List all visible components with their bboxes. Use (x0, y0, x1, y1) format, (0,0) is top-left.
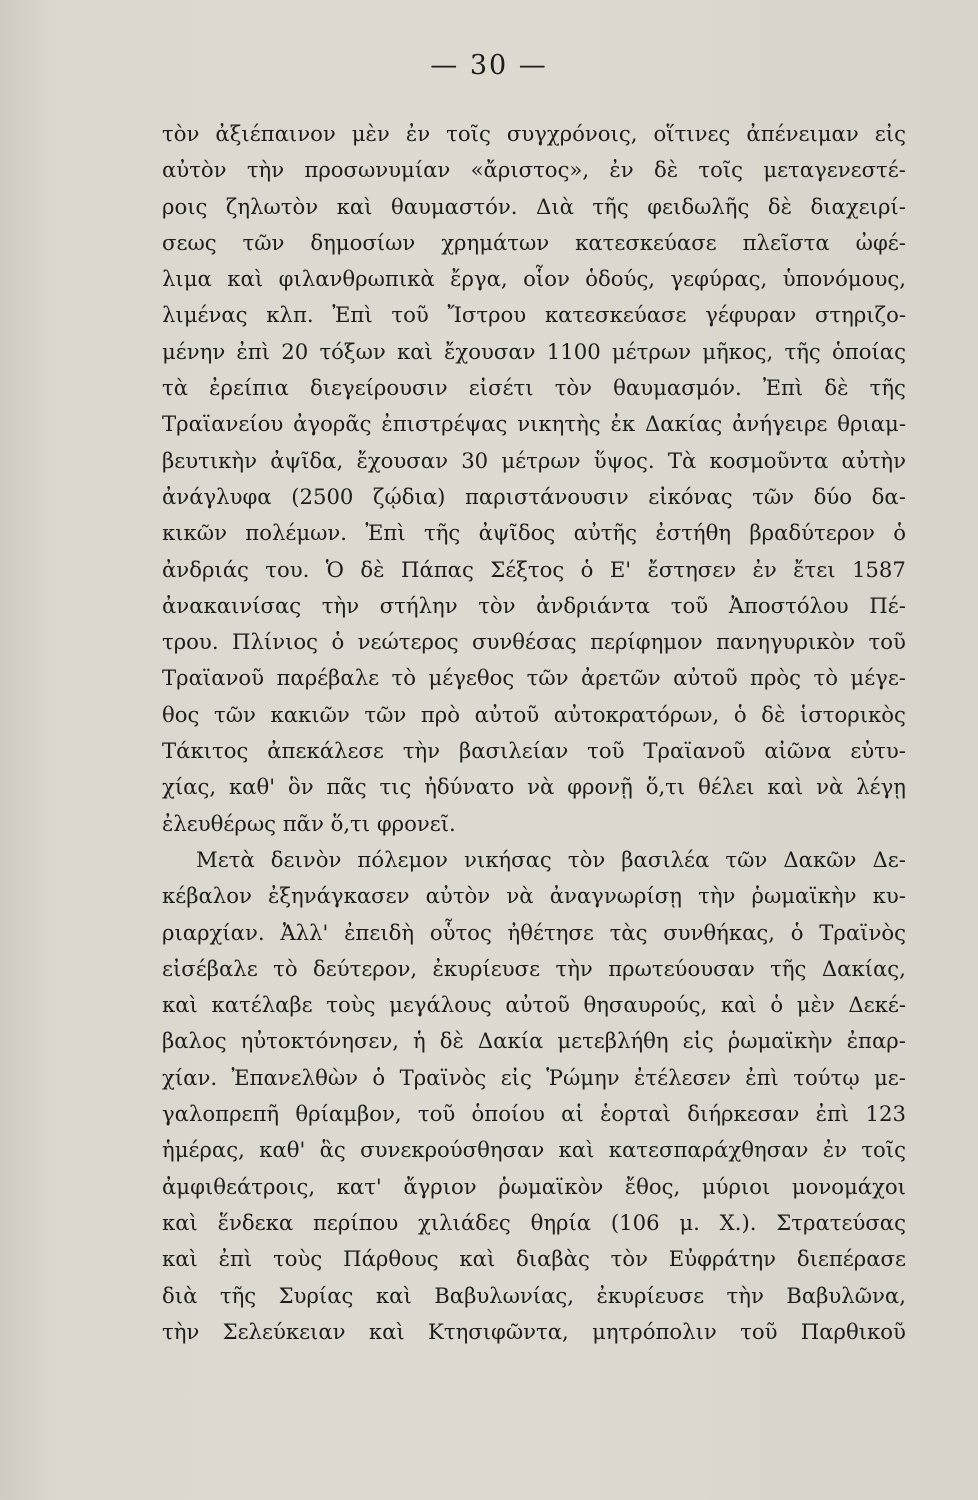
text-line: λιμένας κλπ. Ἐπὶ τοῦ Ἴστρου κατεσκεύασε γέφυραν στηριζο- (162, 302, 906, 328)
text-line: χίαν. Ἐπανελθὼν ὁ Τραϊνὸς εἰς Ῥώμην ἐτέλεσεν ἐπὶ τούτῳ με- (162, 1064, 906, 1090)
text-line: θος τῶν κακιῶν τῶν πρὸ αὐτοῦ αὐτοκρατόρων, ὁ δὲ ἱστορικὸς (162, 701, 906, 727)
text-line: κέβαλον ἐξηνάγκασεν αὐτὸν νὰ ἀναγνωρίσῃ τὴν ῥωμαϊκὴν κυ- (162, 883, 906, 909)
text-line: ριαρχίαν. Ἀλλ' ἐπειδὴ οὗτος ἠθέτησε τὰς συνθήκας, ὁ Τραϊνὸς (162, 919, 906, 945)
text-line: καὶ ἐπὶ τοὺς Πάρθους καὶ διαβὰς τὸν Εὐφράτην διεπέρασε (162, 1246, 906, 1272)
text-line: βευτικὴν ἀψῖδα, ἔχουσαν 30 μέτρων ὕψος. Τὰ κοσμοῦντα αὐτὴν (162, 447, 906, 473)
text-line: τὰ ἐρείπια διεγείρουσιν εἰσέτι τὸν θαυμασμόν. Ἐπὶ δὲ τῆς (162, 375, 906, 401)
text-line: ἀμφιθεάτροις, κατ' ἄγριον ῥωμαϊκὸν ἔθος, μύριοι μονομάχοι (162, 1173, 906, 1199)
page-number: — 30 — (430, 50, 548, 81)
text-line: τὸν ἀξιέπαινον μὲν ἐν τοῖς συγχρόνοις, οἵτινες ἀπένειμαν εἰς (162, 121, 906, 146)
text-line: Τραϊανοῦ παρέβαλε τὸ μέγεθος τῶν ἀρετῶν αὐτοῦ πρὸς τὸ μέγε- (162, 665, 906, 691)
text-line: αὐτὸν τὴν προσωνυμίαν «ἄριστος», ἐν δὲ τοῖς μεταγενεστέ- (162, 157, 906, 183)
text-line: κικῶν πολέμων. Ἐπὶ τῆς ἀψῖδος αὐτῆς ἐστήθη βραδύτερον ὁ (162, 520, 906, 546)
text-line: μένην ἐπὶ 20 τόξων καὶ ἔχουσαν 1100 μέτρων μῆκος, τῆς ὁποίας (162, 338, 906, 364)
text-line: καὶ ἕνδεκα περίπου χιλιάδες θηρία (106 μ. Χ.). Στρατεύσας (162, 1209, 906, 1235)
text-line: διὰ τῆς Συρίας καὶ Βαβυλωνίας, ἐκυρίευσε τὴν Βαβυλῶνα, (162, 1282, 906, 1308)
text-line: τρου. Πλίνιος ὁ νεώτερος συνθέσας περίφημον πανηγυρικὸν τοῦ (162, 629, 906, 655)
paragraph (162, 116, 906, 842)
text-line: ἡμέρας, καθ' ἃς συνεκρούσθησαν καὶ κατεσπαράχθησαν ἐν τοῖς (162, 1137, 906, 1163)
text-line: ἀνδριάς του. Ὁ δὲ Πάπας Σέξτος ὁ Ε' ἔστησεν ἐν ἔτει 1587 (162, 556, 906, 582)
text-line: βαλος ηὐτοκτόνησεν, ἡ δὲ Δακία μετεβλήθη εἰς ῥωμαϊκὴν ἐπαρ- (162, 1028, 906, 1054)
text-line: λιμα καὶ φιλανθρωπικὰ ἔργα, οἷον ὁδούς, γεφύρας, ὑπονόμους, (162, 266, 906, 292)
text-line: Τάκιτος ἀπεκάλεσε τὴν βασιλείαν τοῦ Τραϊανοῦ αἰῶνα εὐτυ- (162, 738, 906, 764)
text-line: σεως τῶν δημοσίων χρημάτων κατεσκεύασε πλεῖστα ὠφέ- (162, 229, 906, 255)
text-line: γαλοπρεπῆ θρίαμβον, τοῦ ὁποίου αἱ ἑορταὶ διήρκεσαν ἐπὶ 123 (162, 1101, 906, 1127)
text-line: ἀνάγλυφα (2500 ζῴδια) παριστάνουσιν εἰκόνας τῶν δύο δα- (162, 483, 906, 509)
text-line: Τραϊανείου ἀγορᾶς ἐπιστρέψας νικητὴς ἐκ Δακίας ἀνήγειρε θριαμ- (162, 411, 906, 437)
text-line: τὴν Σελεύκειαν καὶ Κτησιφῶντα, μητρόπολιν τοῦ Παρθικοῦ (162, 1318, 906, 1344)
paragraph (162, 842, 906, 1350)
body-text (162, 116, 906, 1350)
text-line: ἀνακαινίσας τὴν στήλην τὸν ἀνδριάντα τοῦ Ἀποστόλου Πέ- (162, 592, 906, 618)
text-line: καὶ κατέλαβε τοὺς μεγάλους αὐτοῦ θησαυρούς, καὶ ὁ μὲν Δεκέ- (162, 992, 906, 1018)
text-line: Μετὰ δεινὸν πόλεμον νικήσας τὸν βασιλέα τῶν Δακῶν Δε- (196, 846, 906, 872)
text-line: χίας, καθ' ὃν πᾶς τις ἠδύνατο νὰ φρονῇ ὅ,τι θέλει καὶ νὰ λέγῃ (162, 774, 906, 800)
text-line: ἐλευθέρως πᾶν ὅ,τι φρονεῖ. (162, 810, 456, 836)
text-line: εἰσέβαλε τὸ δεύτερον, ἐκυρίευσε τὴν πρωτεύουσαν τῆς Δακίας, (162, 955, 906, 981)
text-line: ροις ζηλωτὸν καὶ θαυμαστόν. Διὰ τῆς φειδωλῆς δὲ διαχειρί- (162, 193, 906, 219)
